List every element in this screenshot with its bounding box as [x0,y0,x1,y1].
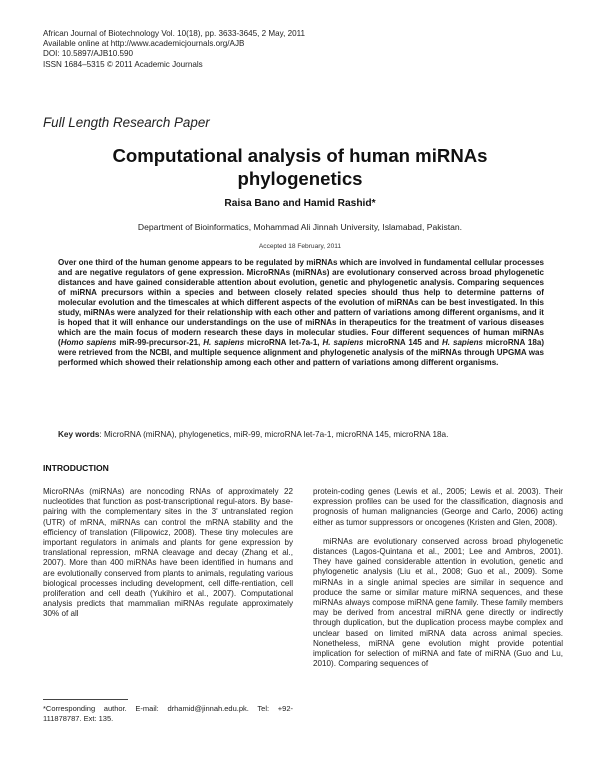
journal-url[interactable]: Available online at http://www.academicjournals.org/AJB [43,39,245,49]
paper-title [40,144,560,190]
journal-masthead [43,29,305,70]
body-paragraph: MicroRNAs (miRNAs) are noncoding RNAs of approximately 22 nucleotides that function as post-transcriptional regul-ators. By base-pairing with the complementary sites in the 3' untranslated region (UTR) of mRNA, miRNAs can control the mRNA stability and the efficiency of translation (Filipowicz, 2008). These tiny molecules are important regulators in animals and plants for gene expression by translational repression, mRNA cleavage and decay (Zhang et al., 2007). More than 400 miRNAs have been identified in humans and are evolutionally conserved from plants to animals, regulating various biological processes including development, cell diffe-rentiation, cell proliferation and cell death (Yukihiro et al., 2007). Computational analysis predicts that mammalian miRNAs regulate approximately 30% of all [43,487,293,619]
abstract-text-5: microRNA 18a) were retrieved from the NCBI, and multiple sequence alignment and phylogenetic analysis of the miRNAs through UPGMA was performed which showed their relationship among each other and pattern of variations among different organisms. [58,338,544,368]
abstract-text-4: microRNA 145 and [363,338,442,348]
doi: DOI: 10.5897/AJB10.590 [43,49,133,59]
footnote-divider [43,699,128,700]
abstract [58,258,544,369]
paper-title-line-2: phylogenetics [237,168,363,189]
body-paragraph: miRNAs are evolutionary conserved across broad phylogenetic distances (Lagos-Quintana et al., 2001; Lee and Ambros, 2001). They have gained considerable attention in evolution, genetic and phylogenetic analysis (Liu et al., 2008; Guo et al., 2009). Some miRNAs in a single animal species are similar in sequence and produce the same or similar mature miRNA sequences, and these miRNAs always compose miRNA gene family. These family members may be derived from ancestral miRNA gene directly or indirectly through duplication, but the duplication process maybe complex and unclear based on limited miRNA data across animal species. Nonetheless, miRNA gene evolution might provide potential implication for selection of miRNA and fate of miRNA (Guo and Lu, 2010). Comparing sequences of [313,536,563,669]
author-list: Raisa Bano and Hamid Rashid* [224,198,376,209]
accepted-date: Accepted 18 February, 2011 [258,243,342,250]
keywords-list: : MicroRNA (miRNA), phylogenetics, miR-99, microRNA let-7a-1, microRNA 145, microRNA 18a. [99,430,449,439]
abstract-text-3: microRNA let-7a-1, [244,338,323,348]
article-type: Full Length Research Paper [43,115,210,130]
left-column [43,487,293,620]
body-paragraph: protein-coding genes (Lewis et al., 2005; Lewis et al. 2003). Their expression profiles can be used for the classification, diagnosis and prognosis of human malignancies (George and Carlo, 2006) acting either as tumor suppressors or oncogenes (Kristen and Glen, 2008). [313,487,563,527]
corresponding-author-footnote: *Corresponding author. E-mail: drhamid@jinnah.edu.pk. Tel: +92-111878787. Ext: 135. [43,704,293,723]
keywords [58,430,558,439]
species-name: Homo sapiens [60,338,117,348]
species-name: H. sapiens [322,338,364,348]
abstract-text-2: miR-99-precursor-21, [116,338,204,348]
paper-title-line-1: Computational analysis of human miRNAs [112,145,488,166]
introduction-heading: INTRODUCTION [43,463,109,473]
issn: ISSN 1684–5315 © 2011 Academic Journals [43,59,203,69]
journal-citation: African Journal of Biotechnology Vol. 10(18), pp. 3633-3645, 2 May, 2011 [43,29,306,38]
author-affiliation: Department of Bioinformatics, Mohammad Ali Jinnah University, Islamabad, Pakistan. [137,222,463,232]
species-name: H. sapiens [442,338,483,348]
abstract-text-1: Over one third of the human genome appears to be regulated by miRNAs which are involved in fundamental cellular processes and are negative regulators of gene expression. MicroRNAs (miRNAs) are evolutionary conserved across broad phylogenetic distances and have gained considerable attention about evolution, genetic and phylogenetic analysis. Comparing sequences of miRNA precursors within a species and between closely related species should thus help to determine patterns of molecular evolution and the timescales at which different aspects of the evolution of miRNAs can be best investigated. In this study, miRNAs were analyzed for their relationship with each other and pattern of variations among different organisms, and it is hoped that it will enhance our understandings on the use of miRNAs in therapeutics for the treatment of various diseases which are the main focus of modern research these days in molecular studies. Four different sequences of human miRNAs ( [58,258,544,348]
right-column [313,487,563,669]
keywords-label: Key words [58,430,100,439]
species-name: H. sapiens [203,338,245,348]
